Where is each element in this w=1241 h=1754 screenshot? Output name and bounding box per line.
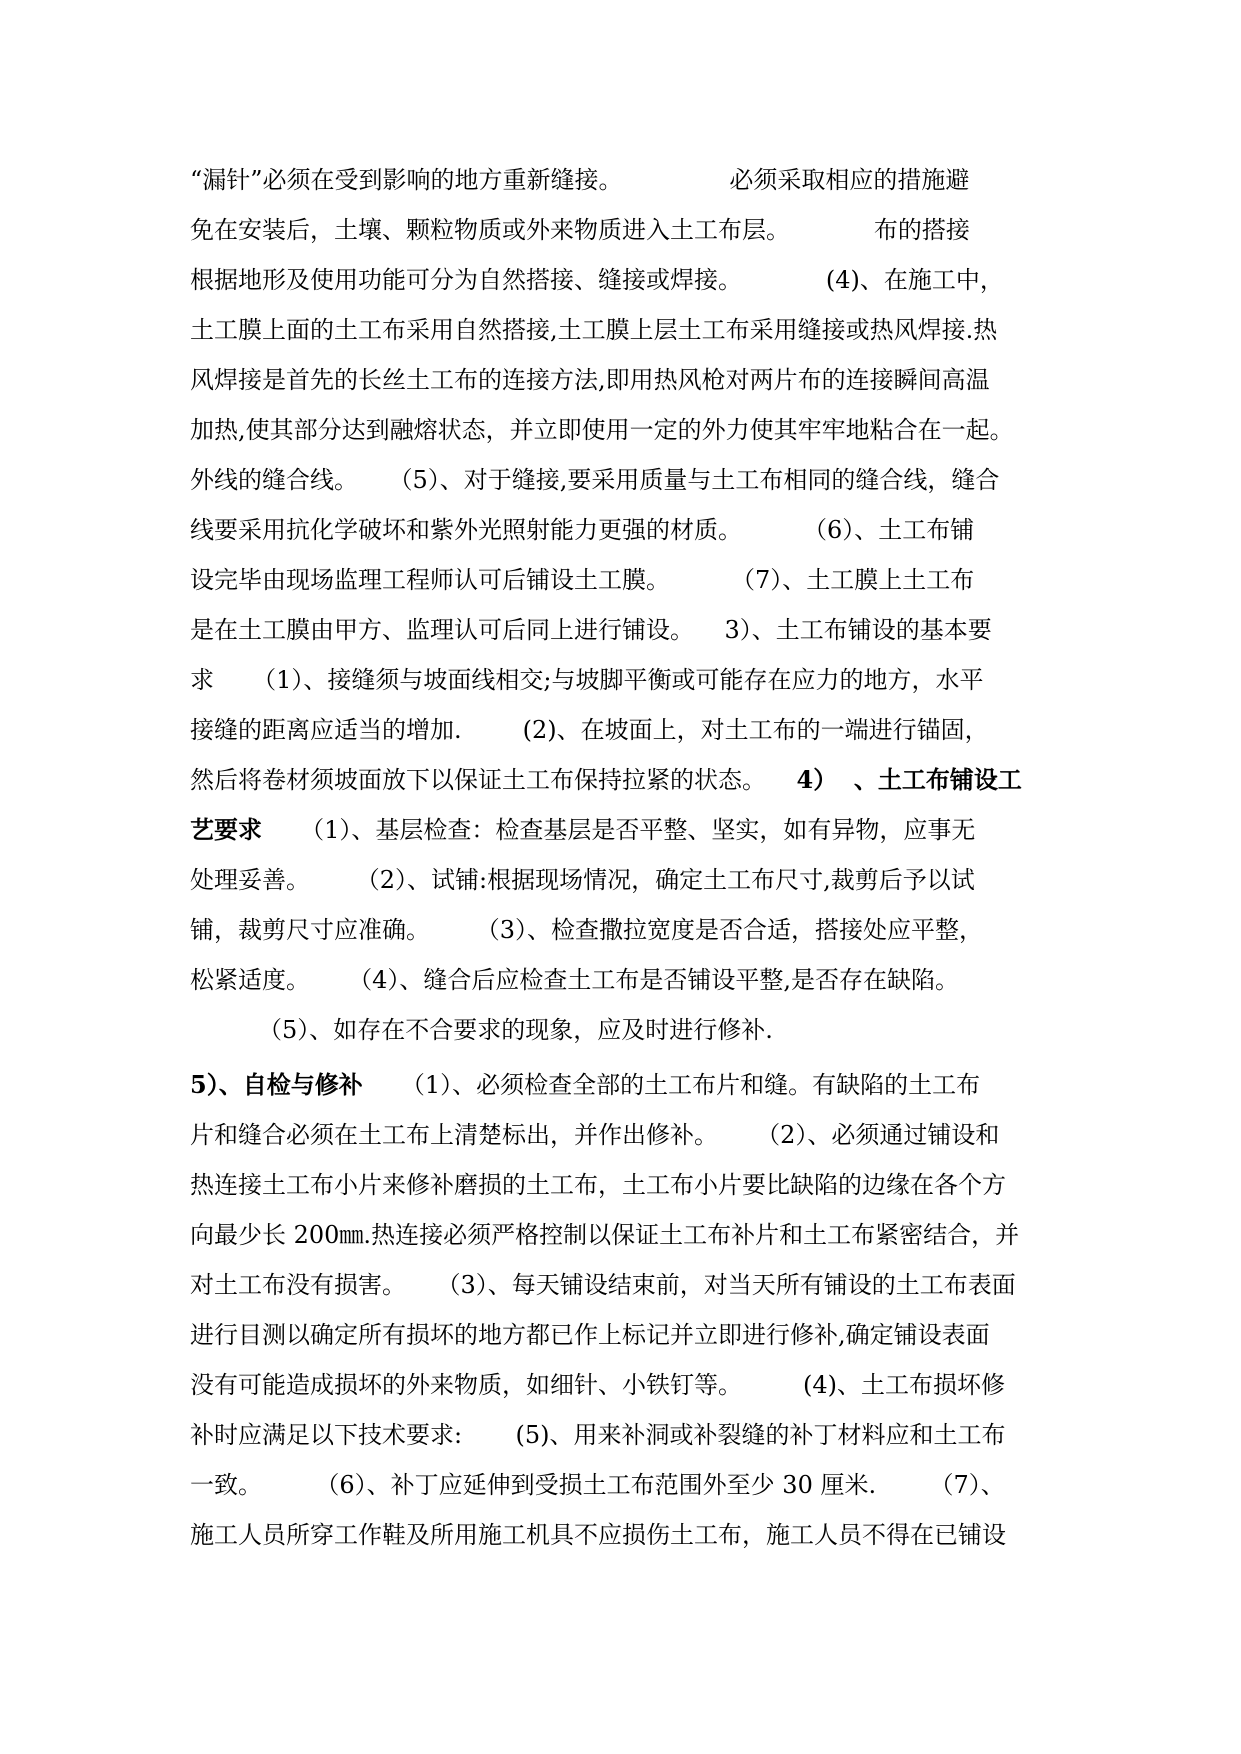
text-line: 热连接土工布小片来修补磨损的土工布，土工布小片要比缺陷的边缘在各个方 (190, 1171, 1006, 1199)
text-line: 进行目测以确定所有损坏的地方都已作上标记并立即进行修补,确定铺设表面 (190, 1321, 990, 1349)
text-line: 接缝的距离应适当的增加. (2)、在坡面上，对土工布的一端进行锚固， (190, 716, 989, 744)
text-line: 是在土工膜由甲方、监理认可后同上进行铺设。 3）、土工布铺设的基本要 (190, 616, 992, 644)
text-line: 片和缝合必须在土工布上清楚标出，并作出修补。 （2）、必须通过铺设和 (190, 1121, 1000, 1149)
plain-text: 然后将卷材须坡面放下以保证土工布保持拉紧的状态。 (190, 766, 797, 794)
text-line: 施工人员所穿工作鞋及所用施工机具不应损伤土工布，施工人员不得在已铺设 (190, 1521, 1006, 1549)
text-line: 一致。 （6）、补丁应延伸到受损土工布范围外至少 30 厘米. （7）、 (190, 1471, 1005, 1499)
text-line: 外线的缝合线。 （5）、对于缝接,要采用质量与土工布相同的缝合线，缝合 (190, 466, 1000, 494)
text-line: 风焊接是首先的长丝土工布的连接方法,即用热风枪对两片布的连接瞬间高温 (190, 366, 990, 394)
section-heading-5: 5）、自检与修补 (190, 1070, 363, 1099)
text-line: （5）、如存在不合要求的现象，应及时进行修补. (258, 1016, 773, 1044)
text-line: 松紧适度。 （4）、缝合后应检查土工布是否铺设平整,是否存在缺陷。 (190, 966, 960, 994)
text-line: 对土工布没有损害。 （3）、每天铺设结束前，对当天所有铺设的土工布表面 (190, 1271, 1016, 1299)
text-line (190, 765, 1050, 795)
text-line: 土工膜上面的土工布采用自然搭接,土工膜上层土工布采用缝接或热风焊接.热 (190, 316, 998, 344)
text-line: 处理妥善。 （2）、试铺:根据现场情况，确定土工布尺寸,裁剪后予以试 (190, 866, 975, 894)
text-line: 没有可能造成损坏的外来物质，如细针、小铁钉等。 (4)、土工布损坏修 (190, 1371, 1006, 1399)
plain-text: （1）、必须检查全部的土工布片和缝。有缺陷的土工布 (362, 1071, 981, 1099)
text-line: 铺，裁剪尺寸应准确。 （3）、检查撒拉宽度是否合适，搭接处应平整， (190, 916, 984, 944)
text-line (190, 815, 1050, 845)
text-line: 向最少长 200㎜.热连接必须严格控制以保证土工布补片和土工布紧密结合，并 (190, 1221, 1020, 1249)
text-line: “漏针”必须在受到影响的地方重新缝接。 必须采取相应的措施避 (190, 166, 970, 194)
section-heading-4: 4） 、土工布铺设工 (796, 765, 1022, 794)
plain-text: （1）、基层检查：检查基层是否平整、坚实，如有异物，应事无 (262, 816, 976, 844)
text-line: 设完毕由现场监理工程师认可后铺设土工膜。 （7）、土工膜上土工布 (190, 566, 975, 594)
text-line: 根据地形及使用功能可分为自然搭接、缝接或焊接。 (4)、在施工中， (190, 266, 1004, 294)
text-line (190, 1070, 1050, 1100)
section-heading-4-cont: 艺要求 (190, 815, 262, 844)
text-line: 加热,使其部分达到融熔状态，并立即使用一定的外力使其牢牢地粘合在一起。 (190, 416, 1014, 444)
text-line: 线要采用抗化学破坏和紫外光照射能力更强的材质。 （6）、土工布铺 (190, 516, 975, 544)
text-line: 求 （1）、接缝须与坡面线相交;与坡脚平衡或可能存在应力的地方，水平 (190, 666, 984, 694)
text-line: 补时应满足以下技术要求: (5)、用来补洞或补裂缝的补丁材料应和土工布 (190, 1421, 1006, 1449)
text-line: 免在安装后，土壤、颗粒物质或外来物质进入土工布层。 布的搭接 (190, 216, 970, 244)
